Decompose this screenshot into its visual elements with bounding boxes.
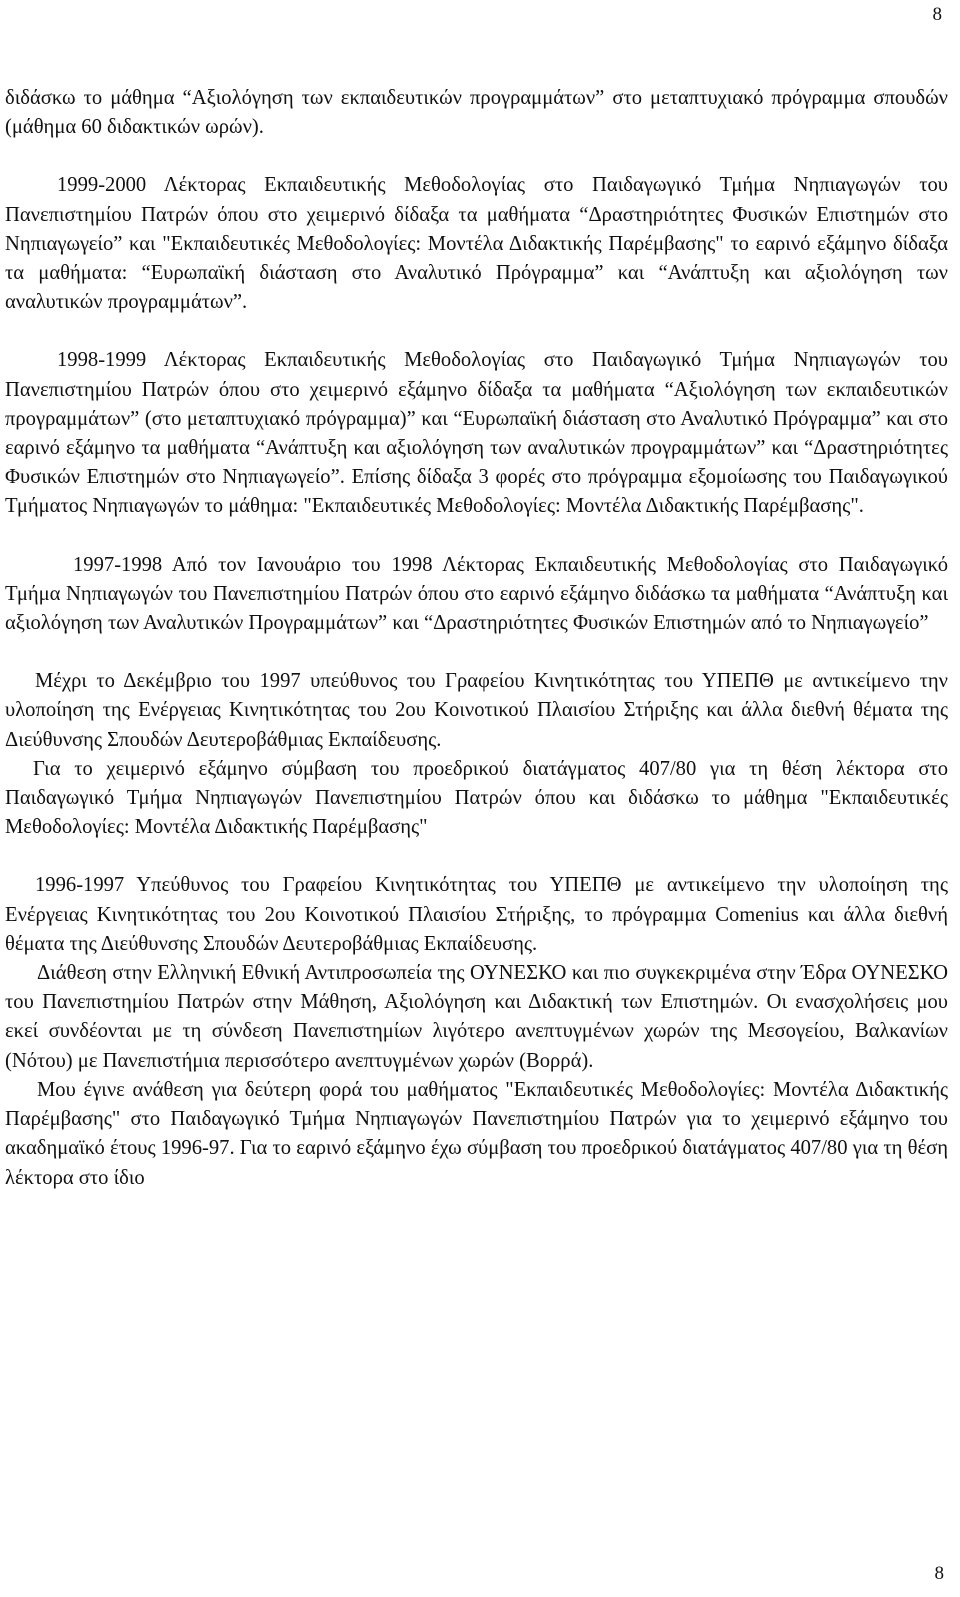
page-number-bottom: 8 [934,1563,944,1584]
paragraph-1997-1998: 1997-1998 Από τον Ιανουάριο του 1998 Λέκτορας Εκπαιδευτικής Μεθοδολογίας στο Παιδαγωγικό Τμήμα Νηπιαγωγών του Πανεπιστημίου Πατρών όπου στο εαρινό εξάμηνο διδάσκω τα μαθήματα “Ανάπτυξη και αξιολόγηση των Αναλυτικών Προγραμμάτων” και “Δραστηριότητες Φυσικών Επιστημών από το Νηπιαγωγείο” [5,553,948,635]
page-number-top: 8 [932,4,942,25]
paragraph-teaching-postgraduate: διδάσκω το μάθημα “Αξιολόγηση των εκπαιδευτικών προγραμμάτων” στο μεταπτυχιακό πρόγραμμα σπουδών (μάθημα 60 διδακτικών ωρών). [5,87,948,139]
paragraph-unesco: Διάθεση στην Ελληνική Εθνική Αντιπροσωπεία της ΟΥΝΕΣΚΟ και πιο συγκεκριμένα στην Έδρα ΟΥΝΕΣΚΟ του Πανεπιστημίου Πατρών στην Μάθηση, Αξιολόγηση και Διδακτική των Επιστημών. Οι ενασχολήσεις μου εκεί συνδέονται με τη σύνδεση Πανεπιστημίων λιγότερο ανεπτυγμένων χωρών της Μεσογείου, Βαλκανίων (Νότου) με Πανεπιστήμια περισσότερο ανεπτυγμένων χωρών (Βορρά). [5,962,948,1072]
paragraph-mobility-office-1997: Μέχρι το Δεκέμβριο του 1997 υπεύθυνος του Γραφείου Κινητικότητας του ΥΠΕΠΘ με αντικείμενο την υλοποίηση της Ενέργειας Κινητικότητας του 2ου Κοινοτικού Πλαισίου Στήριξης και άλλα διεθνή θέματα της Διεύθυνσης Σπουδών Δευτεροβάθμιας Εκπαίδευσης. [5,670,948,751]
paragraph-1998-1999: 1998-1999 Λέκτορας Εκπαιδευτικής Μεθοδολογίας στο Παιδαγωγικό Τμήμα Νηπιαγωγών του Πανεπιστημίου Πατρών όπου στο χειμερινό εξάμηνο δίδαξα τα μαθήματα “Αξιολόγηση των εκπαιδευτικών προγραμμάτων” (στο μεταπτυχιακό πρόγραμμα)” και “Ευρωπαϊκή διάσταση στο Αναλυτικό Πρόγραμμα” και στο εαρινό εξάμηνο τα μαθήματα “Ανάπτυξη και αξιολόγηση των αναλυτικών προγραμμάτων” και “Δραστηριότητες Φυσικών Επιστημών στο Νηπιαγωγείο”. Επίσης δίδαξα 3 φορές στο πρόγραμμα εξομοίωσης του Παιδαγωγικού Τμήματος Νηπιαγωγών το μάθημα: "Εκπαιδευτικές Μεθοδολογίες: Μοντέλα Διδακτικής Παρέμβασης". [5,349,948,518]
paragraph-1999-2000: 1999-2000 Λέκτορας Εκπαιδευτικής Μεθοδολογίας στο Παιδαγωγικό Τμήμα Νηπιαγωγών του Πανεπιστημίου Πατρών όπου στο χειμερινό δίδαξα τα μαθήματα “Δραστηριότητες Φυσικών Επιστημών στο Νηπιαγωγείο” και "Εκπαιδευτικές Μεθοδολογίες: Μοντέλα Διδακτικής Παρέμβασης" το εαρινό εξάμηνο δίδαξα τα μαθήματα: “Ευρωπαϊκή διάσταση στο Αναλυτικό Πρόγραμμα” και “Ανάπτυξη και αξιολόγηση των αναλυτικών προγραμμάτων”. [5,174,948,314]
paragraph-contract-407-80: Για το χειμερινό εξάμηνο σύμβαση του προεδρικού διατάγματος 407/80 για τη θέση λέκτορα στο Παιδαγωγικό Τμήμα Νηπιαγωγών Πανεπιστημίου Πατρών όπου και διδάσκω το μάθημα "Εκπαιδευτικές Μεθοδολογίες: Μοντέλα Διδακτικής Παρέμβασης" [5,757,948,839]
document-body [5,84,948,1193]
paragraph-second-assignment: Μου έγινε ανάθεση για δεύτερη φορά του μαθήματος "Εκπαιδευτικές Μεθοδολογίες: Μοντέλα Διδακτικής Παρέμβασης" στο Παιδαγωγικό Τμήμα Νηπιαγωγών Πανεπιστημίου Πατρών για το χειμερινό εξάμηνο του ακαδημαϊκό έτους 1996-97. Για το εαρινό εξάμηνο έχω σύμβαση του προεδρικού διατάγματος 407/80 για τη θέση λέκτορα στο ίδιο [5,1078,948,1189]
paragraph-1996-1997: 1996-1997 Υπεύθυνος του Γραφείου Κινητικότητας του ΥΠΕΠΘ με αντικείμενο την υλοποίηση της Ενέργειας Κινητικότητας του 2ου Κοινοτικού Πλαισίου Στήριξης, το πρόγραμμα Comenius και άλλα διεθνή θέματα της Διεύθυνσης Σπουδών Δευτεροβάθμιας Εκπαίδευσης. [5,874,948,955]
